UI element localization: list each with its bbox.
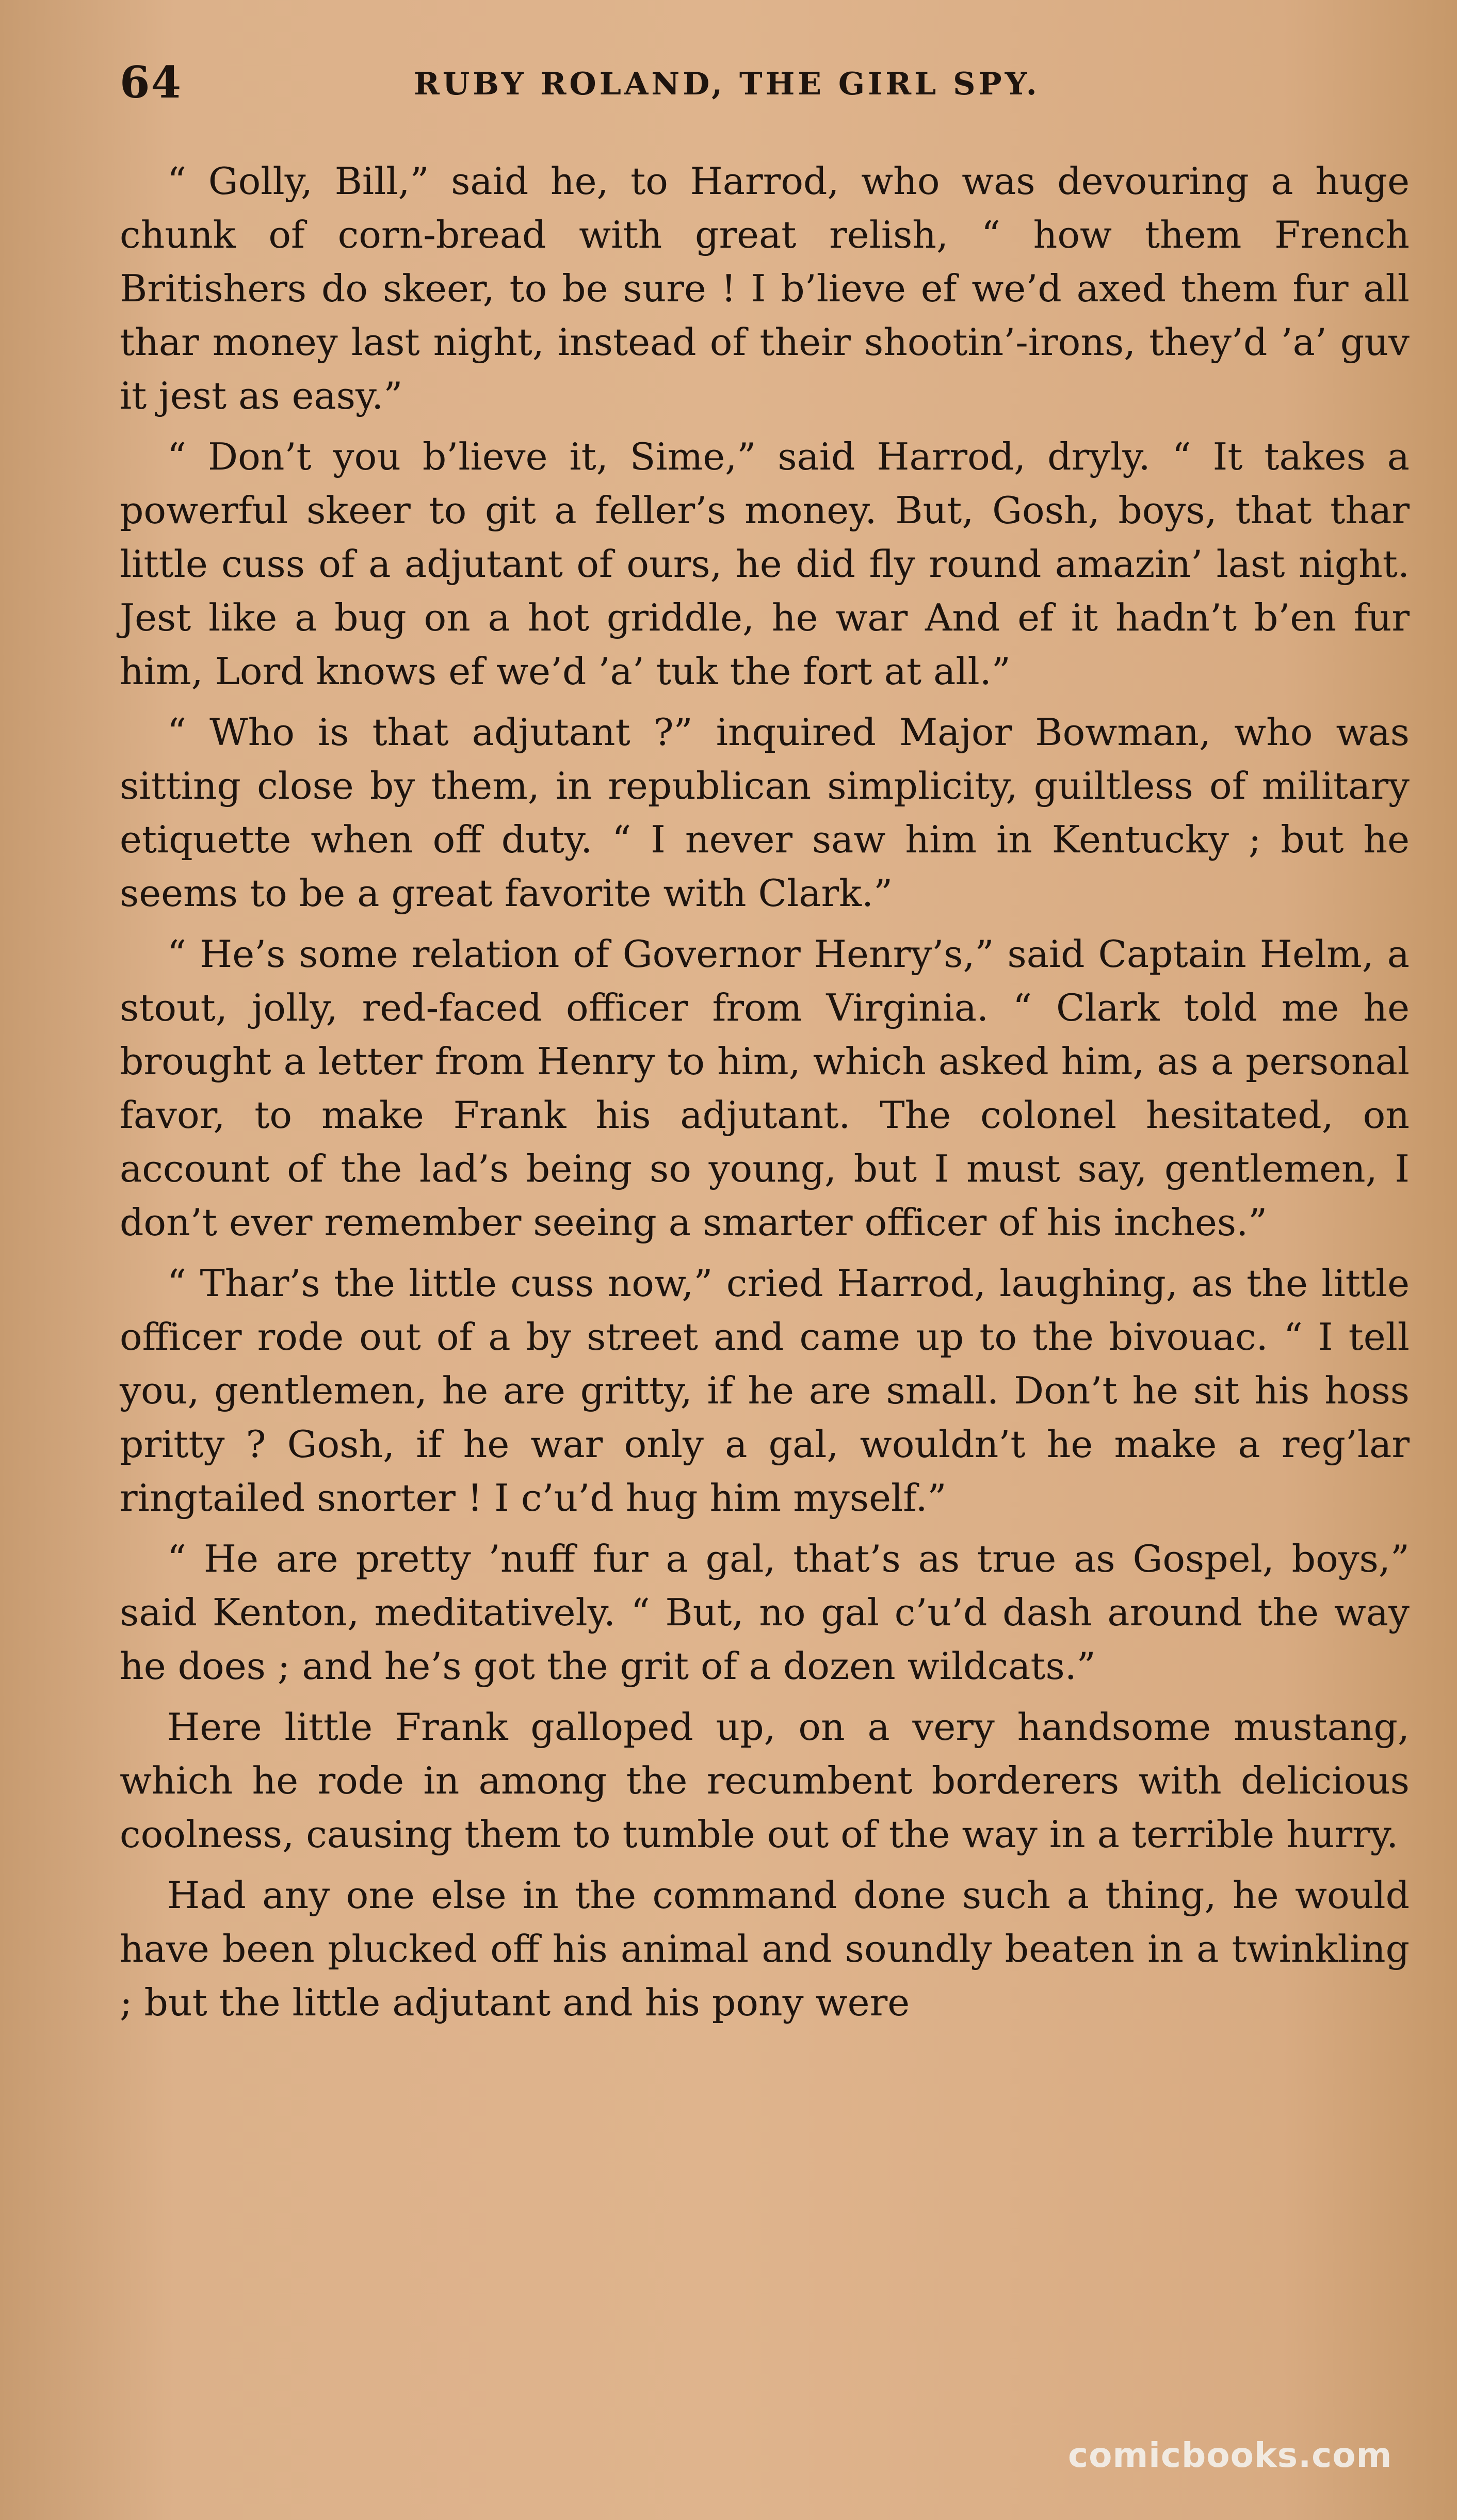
paragraph: “ Who is that adjutant ?” inquired Major Bowman, who was sitting close by them, in republican simplicity, guiltless of military etiquette when off duty. “ I never saw him in Kentucky ; but he seems to be a great favorite with Clark.” bbox=[120, 711, 1410, 915]
paragraph: Had any one else in the command done such a thing, he would have been plucked off his animal and soundly beaten in a twinkling ; but the little adjutant and his pony were bbox=[120, 1874, 1410, 2025]
paragraph: “ Thar’s the little cuss now,” cried Harrod, laughing, as the little officer rode out of a by street and came up to the bivouac. “ I tell you, gentlemen, he are gritty, if he are small. Don’t he sit his hoss pritty ? Gosh, if he war only a gal, wouldn’t he make a reg’lar ringtailed snorter ! I c’u’d hug him myself.” bbox=[120, 1262, 1410, 1520]
body-text bbox=[120, 155, 1410, 2037]
paragraph: “ He’s some relation of Governor Henry’s,” said Captain Helm, a stout, jolly, red-faced officer from Virginia. “ Clark told me he brought a letter from Henry to him, which asked him, as a personal favor, to make Frank his adjutant. The colonel hesitated, on account of the lad’s being so young, but I must say, gentlemen, I don’t ever remember seeing a smarter officer of his inches.” bbox=[120, 933, 1410, 1245]
running-title: RUBY ROLAND, THE GIRL SPY. bbox=[414, 66, 1040, 102]
paragraph: Here little Frank galloped up, on a very handsome mustang, which he rode in among the recumbent borderers with delicious coolness, causing them to tumble out of the way in a terrible hurry. bbox=[120, 1706, 1410, 1856]
watermark: comicbooks.com bbox=[1068, 2435, 1393, 2475]
paragraph: “ Don’t you b’lieve it, Sime,” said Harrod, dryly. “ It takes a powerful skeer to git a feller’s money. But, Gosh, boys, that thar little cuss of a adjutant of ours, he did fly round amazin’ last night. Jest like a bug on a hot griddle, he war And ef it hadn’t b’en fur him, Lord knows ef we’d ’a’ tuk the fort at all.” bbox=[120, 435, 1410, 693]
page-header bbox=[120, 57, 1430, 119]
paragraph: “ Golly, Bill,” said he, to Harrod, who was devouring a huge chunk of corn-bread with great relish, “ how them French Britishers do skeer, to be sure ! I b’lieve ef we’d axed them fur all thar money last night, instead of their shootin’-irons, they’d ’a’ guv it jest as easy.” bbox=[120, 160, 1410, 418]
page-number: 64 bbox=[120, 57, 182, 108]
paragraph: “ He are pretty ’nuff fur a gal, that’s as true as Gospel, boys,” said Kenton, meditatively. “ But, no gal c’u’d dash around the way he does ; and he’s got the grit of a dozen wildcats.” bbox=[120, 1538, 1410, 1688]
